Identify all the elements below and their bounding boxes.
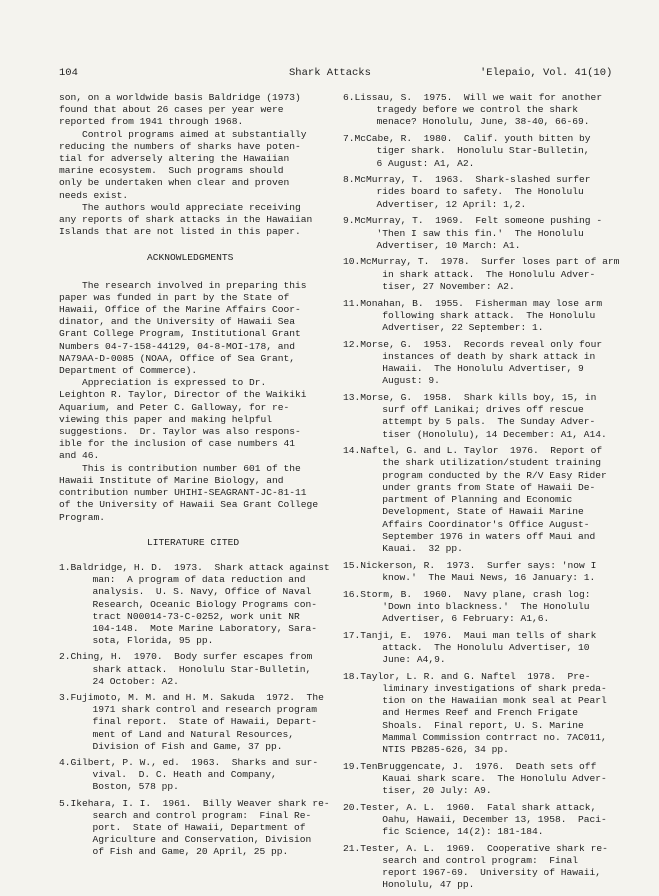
reference-line: tragedy before we control the shark xyxy=(376,104,579,116)
reference-number: 8. xyxy=(343,174,355,186)
right-column xyxy=(343,92,619,896)
text-line: Leighton R. Taylor, Director of the Waikiki xyxy=(59,389,307,401)
reference-text xyxy=(360,802,607,839)
reference-number: 14. xyxy=(343,445,361,457)
reference-text xyxy=(360,256,619,293)
reference-line: Oahu, Hawaii, December 13, 1958. Paci- xyxy=(382,813,607,825)
reference-item xyxy=(343,256,619,293)
text-line: of the University of Hawaii Sea Grant College xyxy=(59,499,319,511)
reference-line: surf off Lanikai; drives off rescue xyxy=(382,404,584,416)
text-line: found that about 26 cases per year were xyxy=(59,104,284,116)
reference-line: Advertiser, 22 September: 1. xyxy=(382,321,544,333)
reference-line: McMurray, T. 1963. Shark-slashed surfer xyxy=(354,174,591,186)
reference-number: 18. xyxy=(343,670,361,682)
text-line: tial for adversely altering the Hawaiian xyxy=(59,153,290,165)
text-line: son, on a worldwide basis Baldridge (1973) xyxy=(59,92,301,103)
text-line: marine ecosystem. Such programs should xyxy=(59,165,284,177)
text-line: paper was funded in part by the State of xyxy=(59,291,290,303)
reference-text xyxy=(355,174,591,211)
reference-line: port. State of Hawaii, Department of xyxy=(92,821,306,833)
reference-number: 10. xyxy=(343,256,361,268)
reference-line: analysis. U. S. Navy, Office of Naval xyxy=(92,586,312,598)
reference-text xyxy=(360,630,596,667)
text-line: NA79AA-D-0085 (NOAA, Office of Sea Grant, xyxy=(59,352,296,364)
intro-text xyxy=(59,92,341,238)
reference-item xyxy=(59,692,341,753)
reference-text xyxy=(71,562,330,647)
reference-line: Division of Fish and Game, 37 pp. xyxy=(92,740,283,752)
reference-item xyxy=(343,843,619,892)
reference-number: 9. xyxy=(343,215,355,227)
reference-line: 6 August: A1, A2. xyxy=(376,157,475,169)
reference-line: tiser, 20 July: A9. xyxy=(382,785,492,797)
text-line: reported from 1941 through 1968. xyxy=(59,116,244,128)
text-line: only be undertaken when clear and proven xyxy=(59,177,290,189)
text-line: contribution number UHIHI-SEAGRANT-JC-81-11 xyxy=(59,487,307,499)
reference-line: June: A4,9. xyxy=(382,654,446,666)
reference-line: Advertiser, 6 February: A1,6. xyxy=(382,612,550,624)
reference-item xyxy=(343,560,619,584)
reference-line: Tester, A. L. 1960. Fatal shark attack, xyxy=(360,801,597,813)
reference-line: Kauai shark scare. The Honolulu Adver- xyxy=(382,772,607,784)
reference-line: Advertiser, 10 March: A1. xyxy=(376,239,521,251)
reference-number: 21. xyxy=(343,842,361,854)
reference-item xyxy=(343,339,619,388)
text-line: and 46. xyxy=(59,450,100,462)
reference-number: 20. xyxy=(343,801,361,813)
reference-text xyxy=(360,339,602,388)
text-line: The research involved in preparing this xyxy=(59,279,307,291)
text-line: Hawaii Institute of Marine Biology, and xyxy=(59,474,284,486)
reference-text xyxy=(360,445,607,555)
text-line: Hawaii, Office of the Marine Affairs Coor- xyxy=(59,304,301,316)
reference-line: Agriculture and Conservation, Division xyxy=(92,834,312,846)
reference-line: TenBruggencate, J. 1976. Death sets off xyxy=(360,760,597,772)
reference-text xyxy=(360,589,590,626)
reference-line: Baldridge, H. D. 1973. Shark attack against xyxy=(70,561,330,573)
reference-number: 1. xyxy=(59,561,71,573)
reference-line: Hawaii. The Honolulu Advertiser, 9 xyxy=(382,363,584,375)
reference-line: fic Science, 14(2): 181-184. xyxy=(382,826,544,838)
reference-text xyxy=(71,757,319,794)
reference-line: report 1967-69. University of Hawaii, xyxy=(382,867,602,879)
reference-line: Shoals. Final report, U. S. Marine xyxy=(382,719,584,731)
text-line: Numbers 04-7-158-44129, 04-8-MOI-178, and xyxy=(59,340,296,352)
reference-line: Honolulu, 47 pp. xyxy=(382,879,475,891)
text-line: Appreciation is expressed to Dr. xyxy=(59,377,267,389)
reference-line: search and control program: Final Re- xyxy=(92,809,312,821)
reference-text xyxy=(355,215,603,252)
text-line: suggestions. Dr. Taylor was also respons- xyxy=(59,426,301,438)
reference-number: 6. xyxy=(343,92,355,103)
reference-item xyxy=(343,761,619,798)
reference-line: attempt by 5 pals. The Sunday Adver- xyxy=(382,416,596,428)
reference-item xyxy=(343,133,619,170)
reference-item xyxy=(343,671,619,756)
text-line: Grant College Program, Institutional Grant xyxy=(59,328,301,340)
reference-line: 104-148. Mote Marine Laboratory, Sara- xyxy=(92,622,318,634)
reference-line: 'Down into blackness.' The Honolulu xyxy=(382,600,590,612)
reference-line: Fujimoto, M. M. and H. M. Sakuda 1972. The xyxy=(70,691,324,703)
text-line: dinator, and the University of Hawaii Sea xyxy=(59,316,296,328)
reference-text xyxy=(71,692,324,753)
reference-text xyxy=(355,133,591,170)
reference-line: Morse, G. 1953. Records reveal only four xyxy=(360,338,603,350)
reference-line: menace? Honolulu, June, 38-40, 66-69. xyxy=(376,116,590,128)
reference-text xyxy=(360,298,602,335)
reference-line: tion on the Hawaiian monk seal at Pearl xyxy=(382,695,607,707)
reference-number: 15. xyxy=(343,559,361,571)
reference-line: Development, State of Hawaii Marine xyxy=(382,506,584,518)
reference-line: of Fish and Game, 20 April, 25 pp. xyxy=(92,846,289,858)
reference-line: Morse, G. 1958. Shark kills boy, 15, in xyxy=(360,391,597,403)
reference-line: Advertiser, 12 April: 1,2. xyxy=(376,198,527,210)
reference-line: program conducted by the R/V Easy Rider xyxy=(382,469,607,481)
reference-text xyxy=(71,798,330,859)
text-line: Program. xyxy=(59,511,106,523)
text-line: viewing this paper and making helpful xyxy=(59,413,273,425)
text-line: Control programs aimed at substantially xyxy=(59,128,307,140)
reference-item xyxy=(343,298,619,335)
acknowledgments-heading: ACKNOWLEDGMENTS xyxy=(147,252,234,264)
acknowledgments-text xyxy=(59,280,341,524)
reference-line: the shark utilization/student training xyxy=(382,457,602,469)
reference-item xyxy=(59,798,341,859)
reference-line: Boston, 578 pp. xyxy=(92,781,179,793)
reference-number: 3. xyxy=(59,691,71,703)
reference-line: sota, Florida, 95 pp. xyxy=(92,635,214,647)
references-list-left xyxy=(59,562,341,859)
reference-line: liminary investigations of shark preda- xyxy=(382,682,607,694)
reference-line: final report. State of Hawaii, Depart- xyxy=(92,716,318,728)
reference-line: vival. D. C. Heath and Company, xyxy=(92,769,277,781)
reference-line: 24 October: A2. xyxy=(92,675,179,687)
reference-item xyxy=(59,562,341,647)
reference-line: Ching, H. 1970. Body surfer escapes from xyxy=(70,651,313,663)
reference-line: instances of death by shark attack in xyxy=(382,350,596,362)
reference-item xyxy=(343,174,619,211)
reference-item xyxy=(59,651,341,688)
reference-number: 4. xyxy=(59,756,71,768)
reference-text xyxy=(360,560,596,584)
reference-line: Tester, A. L. 1969. Cooperative shark re- xyxy=(360,842,608,854)
reference-line: Kauai. 32 pp. xyxy=(382,542,463,554)
left-column xyxy=(59,92,341,863)
reference-number: 2. xyxy=(59,651,71,663)
reference-line: ment of Land and Natural Resources, xyxy=(92,728,295,740)
reference-number: 5. xyxy=(59,797,71,809)
reference-line: Tanji, E. 1976. Maui man tells of shark xyxy=(360,629,597,641)
reference-line: tiser, 27 November: A2. xyxy=(382,280,515,292)
text-line: Aquarium, and Peter C. Galloway, for re- xyxy=(59,401,290,413)
reference-text xyxy=(360,843,608,892)
text-line: any reports of shark attacks in the Hawaiian xyxy=(59,214,313,226)
reference-line: know.' The Maui News, 16 January: 1. xyxy=(382,571,596,583)
reference-line: Affairs Coordinator's Office August- xyxy=(382,518,590,530)
reference-number: 19. xyxy=(343,760,361,772)
reference-line: Research, Oceanic Biology Programs con- xyxy=(92,598,318,610)
journal-info: 'Elepaio, Vol. 41(10) xyxy=(480,67,613,79)
reference-line: and Hermes Reef and French Frigate xyxy=(382,707,579,719)
reference-line: Storm, B. 1960. Navy plane, crash log: xyxy=(360,588,591,600)
reference-line: attack. The Honolulu Advertiser, 10 xyxy=(382,641,590,653)
text-line: needs exist. xyxy=(59,189,129,201)
reference-line: September 1976 in waters off Maui and xyxy=(382,530,596,542)
reference-line: partment of Planning and Economic xyxy=(382,494,573,506)
reference-line: in shark attack. The Honolulu Adver- xyxy=(382,268,596,280)
reference-line: McMurray, T. 1969. Felt someone pushing - xyxy=(354,215,603,227)
reference-item xyxy=(343,589,619,626)
reference-item xyxy=(343,630,619,667)
text-line: Department of Commerce). xyxy=(59,365,198,377)
reference-item xyxy=(343,215,619,252)
text-line: Islands that are not listed in this paper. xyxy=(59,226,301,238)
reference-line: McMurray, T. 1978. Surfer loses part of arm xyxy=(360,256,620,268)
reference-line: McCabe, R. 1980. Calif. youth bitten by xyxy=(354,133,591,145)
reference-number: 12. xyxy=(343,338,361,350)
reference-line: rides board to safety. The Honolulu xyxy=(376,186,584,198)
text-line: ible for the inclusion of case numbers 41 xyxy=(59,438,296,450)
running-title: Shark Attacks xyxy=(289,67,371,79)
reference-line: Taylor, L. R. and G. Naftel 1978. Pre- xyxy=(360,670,591,682)
reference-number: 17. xyxy=(343,629,361,641)
reference-line: Naftel, G. and L. Taylor 1976. Report of xyxy=(360,445,603,457)
reference-number: 11. xyxy=(343,297,361,309)
reference-line: August: 9. xyxy=(382,375,440,387)
reference-line: 1971 shark control and research program xyxy=(92,704,318,716)
reference-text xyxy=(360,671,607,756)
reference-number: 7. xyxy=(343,133,355,145)
reference-line: Ikehara, I. I. 1961. Billy Weaver shark re- xyxy=(70,797,330,809)
reference-line: Nickerson, R. 1973. Surfer says: 'now I xyxy=(360,559,597,571)
reference-line: shark attack. Honolulu Star-Bulletin, xyxy=(92,663,312,675)
reference-line: Lissau, S. 1975. Will we wait for another xyxy=(354,92,603,103)
reference-line: Gilbert, P. W., ed. 1963. Sharks and sur- xyxy=(70,756,319,768)
reference-number: 13. xyxy=(343,391,361,403)
text-line: This is contribution number 601 of the xyxy=(59,462,301,474)
text-line: reducing the numbers of sharks have poten- xyxy=(59,140,301,152)
reference-text xyxy=(71,651,313,688)
reference-line: under grants from State of Hawaii De- xyxy=(382,481,596,493)
reference-item xyxy=(59,757,341,794)
reference-line: NTIS PB285-626, 34 pp. xyxy=(382,743,509,755)
reference-line: tract N00014-73-C-0252, work unit NR xyxy=(92,610,300,622)
literature-cited-heading: LITERATURE CITED xyxy=(147,536,240,548)
reference-item xyxy=(343,445,619,555)
reference-text xyxy=(360,761,607,798)
reference-text xyxy=(360,392,607,441)
reference-number: 16. xyxy=(343,588,361,600)
reference-item xyxy=(343,802,619,839)
reference-line: search and control program: Final xyxy=(382,855,579,867)
references-list-right xyxy=(343,92,619,892)
reference-item xyxy=(343,92,619,129)
page-number: 104 xyxy=(59,67,78,79)
reference-line: following shark attack. The Honolulu xyxy=(382,309,596,321)
reference-item xyxy=(343,392,619,441)
reference-line: man: A program of data reduction and xyxy=(92,574,306,586)
reference-line: tiger shark. Honolulu Star-Bulletin, xyxy=(376,145,590,157)
reference-text xyxy=(355,92,603,129)
reference-line: Mammal Commission contrract no. 7AC011, xyxy=(382,731,607,743)
reference-line: 'Then I saw this fin.' The Honolulu xyxy=(376,227,584,239)
reference-line: tiser (Honolulu), 14 December: A1, A14. xyxy=(382,428,607,440)
reference-line: Monahan, B. 1955. Fisherman may lose arm xyxy=(360,297,603,309)
text-line: The authors would appreciate receiving xyxy=(59,201,301,213)
